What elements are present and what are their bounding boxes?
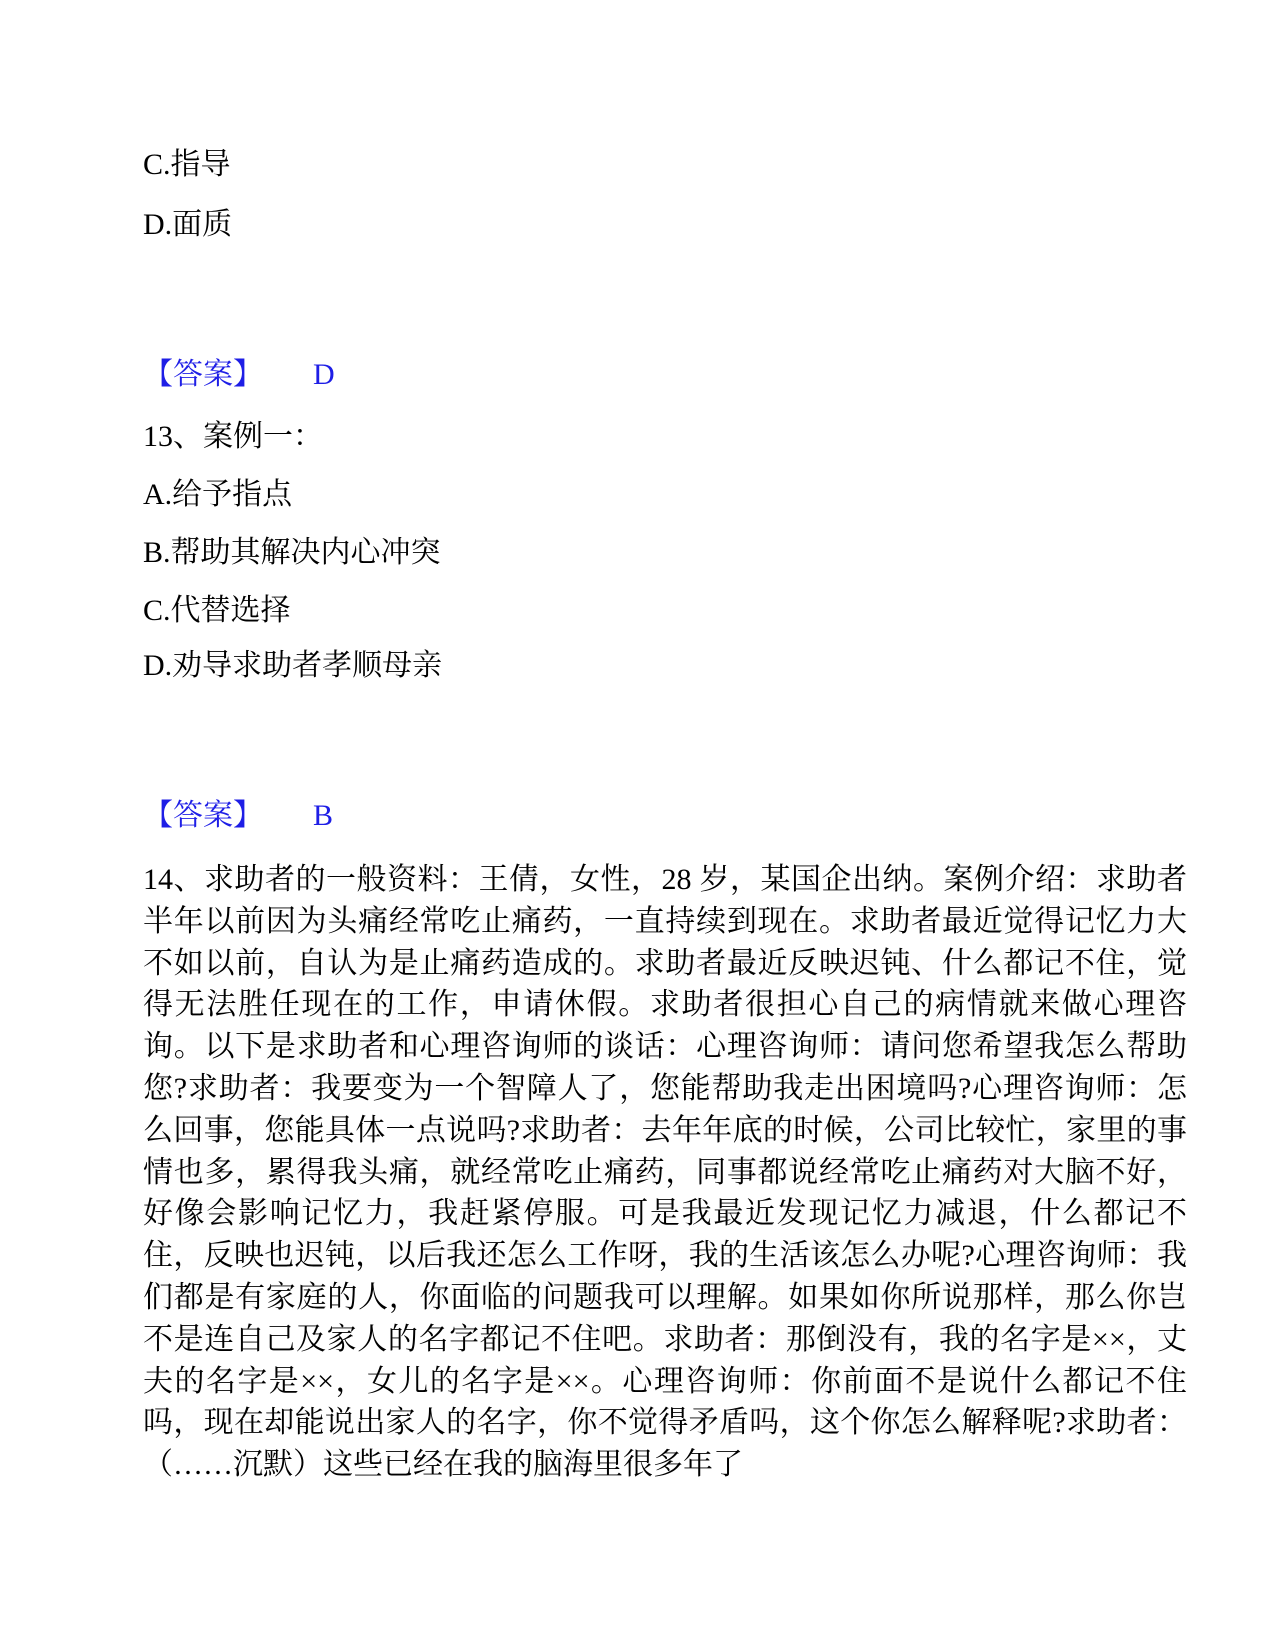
question12-option-c: C.指导	[143, 148, 231, 181]
question13-option-c: C.代替选择	[143, 594, 291, 627]
question12-answer-label: 【答案】	[143, 358, 263, 391]
question14-stem: 14、求助者的一般资料：王倩，女性，28 岁，某国企出纳。案例介绍：求助者半年以前因为头痛经常吃止痛药，一直持续到现在。求助者最近觉得记忆力大不如以前，自认为是止痛药造成的。求助者最近反映迟钝、什么都记不住，觉得无法胜任现在的工作，申请休假。求助者很担心自己的病情就来做心理咨询。以下是求助者和心理咨询师的谈话：心理咨询师：请问您希望我怎么帮助您?求助者：我要变为一个智障人了，您能帮助我走出困境吗?心理咨询师：怎么回事，您能具体一点说吗?求助者：去年年底的时候，公司比较忙，家里的事情也多，累得我头痛，就经常吃止痛药，同事都说经常吃止痛药对大脑不好，好像会影响记忆力，我赶紧停服。可是我最近发现记忆力减退，什么都记不住，反映也迟钝，以后我还怎么工作呀，我的生活该怎么办呢?心理咨询师：我们都是有家庭的人，你面临的问题我可以理解。如果如你所说那样，那么你岂不是连自己及家人的名字都记不住吧。求助者：那倒没有，我的名字是××，丈夫的名字是××，女儿的名字是××。心理咨询师：你前面不是说什么都记不住吗，现在却能说出家人的名字，你不觉得矛盾吗，这个你怎么解释呢?求助者：（……沉默）这些已经在我的脑海里很多年了	[143, 863, 1187, 1482]
question12-answer-value: D	[313, 358, 335, 391]
question13-option-b: B.帮助其解决内心冲突	[143, 536, 441, 569]
question13-answer-value: B	[313, 799, 334, 832]
question13-answer-row	[143, 797, 1187, 834]
question13-stem: 13、案例一：	[143, 420, 323, 453]
question13-answer-label: 【答案】	[143, 799, 263, 832]
question13-option-d: D.劝导求助者孝顺母亲	[143, 649, 443, 682]
document-page	[143, 0, 1187, 1486]
question13-option-a: A.给予指点	[143, 478, 293, 511]
question12-option-d: D.面质	[143, 208, 233, 241]
question12-answer-row	[143, 356, 1187, 393]
